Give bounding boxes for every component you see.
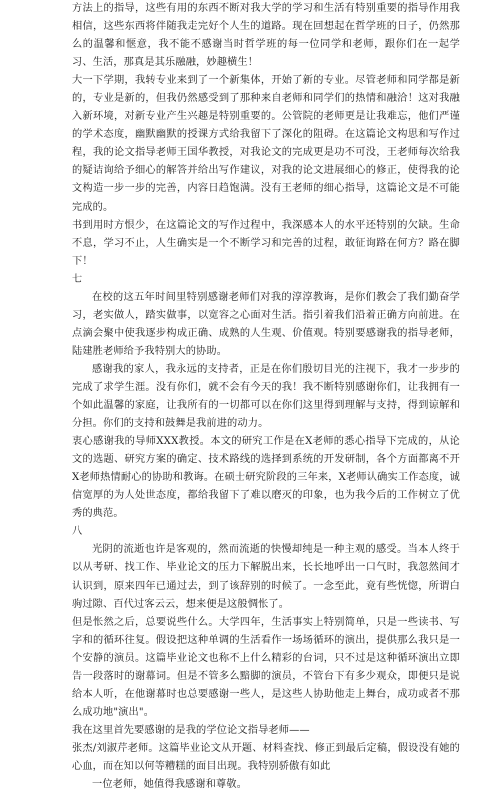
paragraph-curtain-call: 但是怅然之后，总要说些什么。大学四年，生活事实上特别简单，只是一些读书、写字和的循环往复。假设把这种单调的生活看作一场场循环的演出，提供那么我只是一个安静的演员。这篇毕业论文也称不上什么精彩的台词，只不过是这种循环演出立即告一段落时的谢幕词。但是不管多么黯脚的演员，不管台下有多少观众，即便只是说给本人听，在他谢幕时也总要感谢一些人，是这些人协助他走上舞台，成功或者不那么成功地"演出"。 [72, 616, 460, 718]
paragraph-advisor-named: 张杰/刘淑芹老师。这篇毕业论文从开题、材料查找、修正到最后定稿，假设没有她的心血，而在知以何等糟糕的面目出现。我特别骄傲有如此 [72, 742, 460, 772]
paragraph-thanks-family: 感谢我的家人，我永远的支持者，正是在你们殷切目光的注视下，我才一步步的完成了求学生涯。没有你们，就不会有今天的我！我不断特别感谢你们，让我拥有一个如此温馨的家庭，让我所有的一切都可以在你们这里得到理解与支持，得到谅解和分担。你们的支持和鼓舞是我前进的动力。 [72, 363, 460, 430]
section-heading-eight: 八 [72, 526, 83, 538]
paragraph-major-change: 大一下学期，我转专业来到了一个新集体，开始了新的专业。尽管老师和同学都是新的，专业是新的，但我仍然感受到了那种来自老师和同学们的热情和融洽！这对我融入新环境，对新专业产生兴趣是特别重要的。公管院的老师更是让我难忘，他们严谨的学术态度，幽默幽默的授课方式给我留下了深化的阻碍。在这篇论文构思和写作过程，我的论文指导老师王国华教授，对我论文的完成更是功不可没，王老师每次给我的疑诘询给予细心的解答并给出写作建议，对我的论文进展细心的修正，使得我的论文构造一步一步的完善，内容日趋饱满。没有王老师的细心指导，这篇论文是不可能完成的。 [72, 75, 460, 213]
paragraph-closing-line: 一位老师，她值得我感谢和尊敬。 [92, 779, 248, 791]
paragraph-philosophy-class: 方法上的指导，这些有用的东西不断对我大学的学习和生活有特别重要的指导作用我相信，这些东西将伴随我走完好个人生的道路。现在回想起在哲学班的日子，仍然那么的温馨和惬意，我不能不感谢当时哲学班的每一位同学和老师，跟你们在一起学习、生活，那真是其乐融融，妙趣横生！ [72, 3, 460, 69]
section-heading-seven: 七 [72, 273, 83, 285]
paragraph-thanks-supervisor: 衷心感谢我的导师XXX教授。本文的研究工作是在X老师的悉心指导下完成的，从论文的选题、研究方案的确定、技术路线的选择到系统的开发研制，各个方面都离不开X老师热情耐心的协助和教诲。在硕士研究阶段的三年来，X老师认确实工作态度，诚信宽厚的为人处世态度，都给我留下了难以磨灭的印象，也为我今后的工作树立了优秀的典范。 [72, 436, 460, 520]
paragraph-first-thanks: 我在这里首先要感谢的是我的学位论文指导老师—— [72, 724, 310, 736]
paragraph-learning-never-ends: 书到用时方恨少，在这篇论文的写作过程中，我深感本人的水平还特别的欠缺。生命不息，学习不止，人生确实是一个不断学习和完善的过程，敢征询路在何方？路在脚下！ [72, 219, 460, 267]
paragraph-thanks-teachers: 在校的这五年时间里特别感谢老师们对我的淳淳教诲，是你们教会了我们勤奋学习，老实做人，踏实做事，以宽容之心面对生活。指引着我们沿着正确方向前进。在点滴会聚中使我逐步构成正确、成熟的人生观、价值观。特别要感谢我的指导老师，陆建胜老师给予我特别大的协助。 [72, 291, 460, 357]
paragraph-time-passing: 光阴的流逝也许是客观的，然而流逝的快慢却纯是一种主观的感受。当本人终于以从考研、找工作、毕业论文的压力下解脱出来，长长地呼出一口气时，我忽然间才认识到，原来四年已通过去，到了该辞别的时候了。一念至此，竟有些恍惚，所谓白驹过隙、百代过客云云，想来便是这般惆怅了。 [72, 544, 460, 610]
